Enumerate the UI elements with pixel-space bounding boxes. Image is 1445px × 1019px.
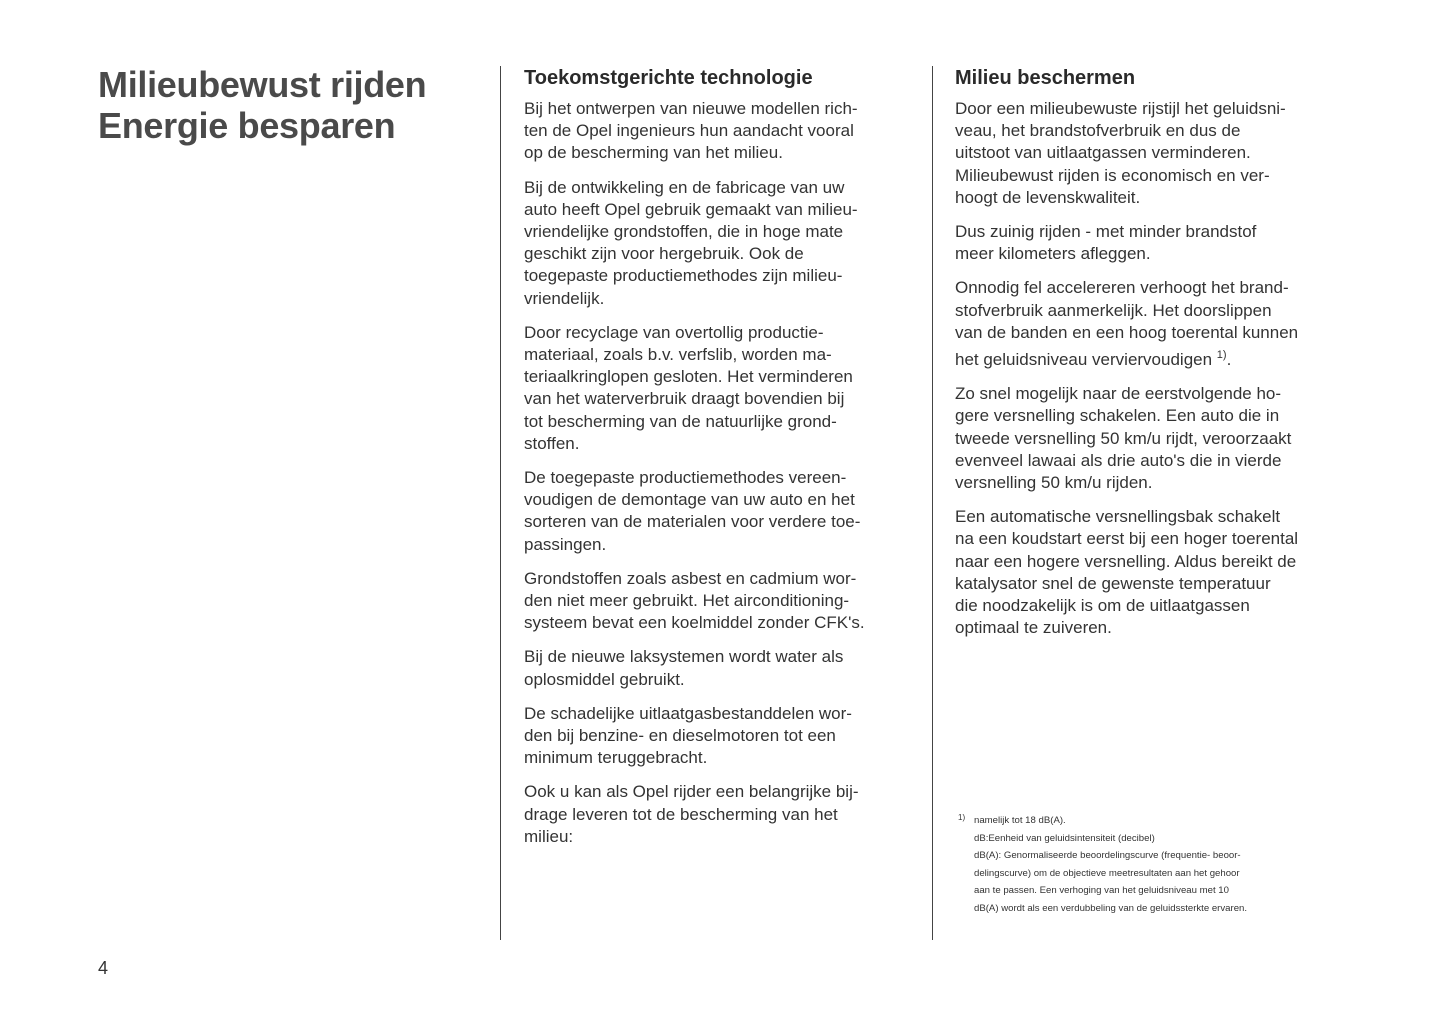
text-line: Door een milieubewuste rijstijl het geluidsni- [955,99,1286,118]
text-line: sorteren van de materialen voor verdere toe- [524,512,861,532]
text-line: vriendelijk. [524,288,605,308]
text-line: katalysator snel de gewenste temperatuur [955,573,1271,593]
text-line: Grondstoffen zoals asbest en cadmium wor- [524,568,857,588]
text-line: van het waterverbruik draagt bovendien bij [524,389,845,409]
text-line: Bij de ontwikkeling en de fabricage van uw [524,177,845,197]
text-line: minimum teruggebracht. [524,748,708,768]
text-line: Milieubewust rijden is economisch en ver- [955,165,1270,185]
text-line: Dus zuinig rijden - met minder brandstof [955,222,1257,242]
text-line: Een automatische versnellingsbak schakelt [955,507,1281,527]
left-paragraph [524,98,920,165]
text-line: toegepaste productiemethodes zijn milieu- [524,266,843,286]
text-line: optimaal te zuiveren. [955,618,1112,638]
text-line: Zo snel mogelijk naar de eerstvolgende ho- [955,384,1282,404]
column-divider-left [500,66,501,940]
text-line: Ook u kan als Opel rijder een belangrijke bij- [524,782,859,802]
text-line: versnelling 50 km/u rijden. [955,473,1153,493]
left-paragraphs [524,98,920,848]
text-line: uitstoot van uitlaatgassen verminderen. [955,143,1251,163]
right-column [955,66,1350,651]
text-line: die noodzakelijk is om de uitlaatgassen [955,596,1250,616]
left-paragraph [524,646,920,690]
text-line: geschikt zijn voor hergebruik. Ook de [524,244,804,264]
text-line: den bij benzine- en dieselmotoren tot een [524,726,836,746]
right-paragraph [955,277,1350,371]
text-line: veau, het brandstofverbruik en dus de [955,121,1241,141]
footnote-line: aan te passen. Een verhoging van het geluidsniveau met 10 [974,885,1229,897]
text-line: van de banden en een hoog toerental kunnen [955,322,1299,342]
text-line: tot bescherming van de natuurlijke grond- [524,411,837,431]
text-line: De toegepaste productiemethodes vereen- [524,468,847,488]
text-line: systeem bevat een koelmiddel zonder CFK's. [524,613,865,633]
footnote-line: delingscurve) om de objectieve meetresultaten aan het gehoor [974,867,1240,879]
left-paragraph [524,568,920,635]
left-paragraph [524,322,920,455]
text-line: ten de Opel ingenieurs hun aandacht vooral [524,121,854,141]
footnote-marker: 1) [958,813,966,822]
text-line: naar een hogere versnelling. Aldus bereikt de [955,551,1297,571]
text-line: Onnodig fel accelereren verhoogt het brand- [955,278,1289,298]
text-line: voudigen de demontage van uw auto en het [524,490,855,510]
footnote-line: dB(A) wordt als een verdubbeling van de geluidssterkte ervaren. [974,902,1248,914]
footnote-line: namelijk tot 18 dB(A). [974,815,1066,826]
text-line [955,344,1350,371]
footnote [958,812,1348,918]
text-line: hoogt de levenskwaliteit. [955,187,1141,207]
footnote-line: dB:Eenheid van geluidsintensiteit (decibel) [974,832,1155,844]
right-paragraph [955,383,1350,494]
right-paragraph [955,221,1350,265]
text-line: vriendelijke grondstoffen, die in hoge mate [524,222,844,242]
text-line: stoffen. [524,433,580,453]
footnote-line: dB(A): Genormaliseerde beoordelingscurve (frequentie- beoor- [974,850,1241,862]
left-column [524,66,920,860]
text-line: Bij het ontwerpen van nieuwe modellen rich- [524,99,858,118]
section-heading-technology: Toekomstgerichte technologie [524,67,813,89]
left-paragraph [524,781,920,848]
title-line-1: Milieubewust rijden [98,64,427,105]
text-line: evenveel lawaai als drie auto's die in vierde [955,450,1282,470]
right-paragraph [955,506,1350,639]
text-line: tweede versnelling 50 km/u rijdt, veroorzaakt [955,428,1292,448]
text-line: drage leveren tot de bescherming van het [524,804,838,824]
page-number: 4 [98,958,109,978]
text-line-fragment: het geluidsniveau verviervoudigen [955,350,1217,370]
text-line: De schadelijke uitlaatgasbestanddelen wor- [524,703,852,723]
text-line: Bij de nieuwe laksystemen wordt water als [524,647,844,667]
left-paragraph [524,703,920,770]
right-paragraphs [955,98,1350,639]
text-line: auto heeft Opel gebruik gemaakt van milieu- [524,199,858,219]
footnote-reference: 1) [1216,349,1227,362]
text-line-fragment: . [1226,350,1232,370]
text-line: Door recyclage van overtollig productie- [524,322,824,342]
left-paragraph [524,467,920,556]
footnote-text [958,812,1348,918]
title-line-2: Energie besparen [98,105,396,146]
text-line: stofverbruik aanmerkelijk. Het doorslippen [955,300,1272,320]
text-line: meer kilometers afleggen. [955,244,1151,264]
text-line: teriaalkringlopen gesloten. Het verminderen [524,367,853,387]
column-divider-right [932,66,933,940]
right-paragraph [955,98,1350,209]
text-line: na een koudstart eerst bij een hoger toerental [955,529,1299,549]
text-line: den niet meer gebruikt. Het airconditioning- [524,591,850,611]
text-line: materiaal, zoals b.v. verfslib, worden ma- [524,345,832,365]
text-line: op de bescherming van het milieu. [524,143,783,163]
text-line: oplosmiddel gebruikt. [524,669,685,689]
text-line: milieu: [524,826,574,846]
section-heading-environment: Milieu beschermen [955,67,1136,89]
text-line: passingen. [524,534,607,554]
left-paragraph [524,177,920,310]
text-line: gere versnelling schakelen. Een auto die in [955,406,1280,426]
page-title [98,64,426,146]
